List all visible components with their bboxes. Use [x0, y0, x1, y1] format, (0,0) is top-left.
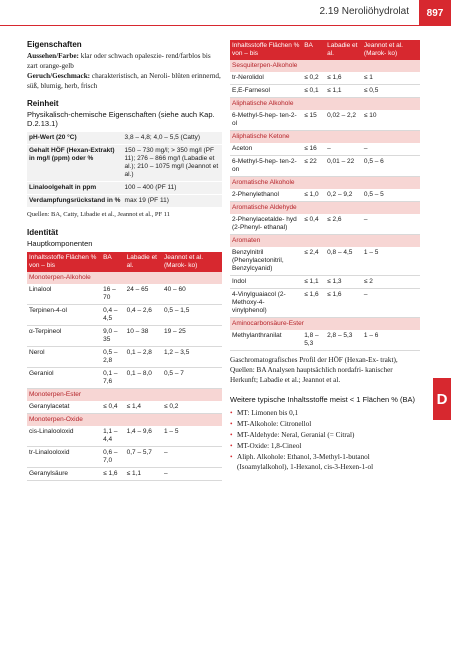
compound-name: Benzylnitril (Phenylacetonitril, Benzylcyanid) — [230, 247, 302, 276]
value-cell: ≤ 1 — [362, 72, 420, 85]
value-cell: ≤ 10 — [362, 110, 420, 131]
table-row — [230, 247, 420, 276]
geruch-paragraph — [27, 71, 222, 91]
table-row — [27, 401, 222, 414]
eigenschaften-heading: Eigenschaften — [27, 40, 82, 49]
column-header: Jeannot et al. (Marok- ko) — [162, 252, 222, 272]
category-label: Monoterpen-Ester — [27, 389, 222, 402]
value-cell: 0,8 – 4,5 — [325, 247, 362, 276]
column-header: Labadie et al. — [125, 252, 162, 272]
value-cell: ≤ 0,2 — [302, 72, 325, 85]
category-label: Aromatische Aldehyde — [230, 202, 420, 215]
table-row — [27, 368, 222, 389]
value-cell: ≤ 1,0 — [302, 189, 325, 202]
list-item: • MT-Oxide: 1,8-Cineol — [230, 441, 420, 451]
compound-name: Geraniol — [27, 368, 101, 389]
value-cell: ≤ 1,6 — [302, 289, 325, 318]
property-row — [27, 195, 222, 208]
value-cell: 1 – 5 — [362, 247, 420, 276]
property-value: 3,8 – 4,8; 4,0 – 5,5 (Catty) — [123, 132, 222, 145]
column-header: Labadie et al. — [325, 40, 362, 60]
property-row — [27, 145, 222, 182]
category-row — [230, 98, 420, 111]
category-row — [230, 235, 420, 248]
value-cell: ≤ 2 — [362, 276, 420, 289]
value-cell: ≤ 0,1 — [302, 85, 325, 98]
compound-name: 4-Vinylguaiacol (2-Methoxy-4- vinylphenol) — [230, 289, 302, 318]
components-table-continued — [230, 40, 420, 351]
value-cell: ≤ 1,6 — [325, 72, 362, 85]
header-rule — [0, 25, 419, 26]
value-cell: – — [162, 468, 222, 481]
category-row — [230, 177, 420, 190]
category-row — [230, 131, 420, 144]
compound-name: Nerol — [27, 347, 101, 368]
table-row — [230, 110, 420, 131]
column-header: BA — [101, 252, 125, 272]
value-cell: 0,2 – 9,2 — [325, 189, 362, 202]
physical-properties-sources: Quellen: BA, Catty, Libadie et al., Jeannot et al., PF 11 — [27, 211, 171, 218]
category-label: Monoterpen-Oxide — [27, 414, 222, 427]
table-row — [230, 289, 420, 318]
aussehen-text: klar oder schwach opaleszie- rend/farblos bis zart orange-gelb — [27, 52, 211, 70]
value-cell: ≤ 1,1 — [302, 276, 325, 289]
header-row — [230, 40, 420, 60]
compound-name: Linalool — [27, 284, 101, 305]
column-header: Inhaltsstoffe Flächen % von – bis — [230, 40, 302, 60]
value-cell: 2,8 – 5,3 — [325, 330, 362, 351]
list-item: • MT: Limonen bis 0,1 — [230, 408, 420, 418]
value-cell: – — [362, 289, 420, 318]
value-cell: ≤ 1,3 — [325, 276, 362, 289]
value-cell: ≤ 1,1 — [325, 85, 362, 98]
value-cell: 1,8 – 5,3 — [302, 330, 325, 351]
compound-name: α-Terpineol — [27, 326, 101, 347]
value-cell: 0,1 – 8,0 — [125, 368, 162, 389]
property-name: pH-Wert (20 °C) — [27, 132, 123, 145]
table-body — [230, 60, 420, 351]
reinheit-heading: Reinheit — [27, 99, 59, 108]
table-row — [230, 85, 420, 98]
compound-name: tr-Linalooloxid — [27, 447, 101, 468]
value-cell: 0,1 – 2,8 — [125, 347, 162, 368]
header-row — [27, 252, 222, 272]
compound-name: Geranylacetat — [27, 401, 101, 414]
value-cell: 1,2 – 3,5 — [162, 347, 222, 368]
compound-name: 6-Methyl-5-hep- ten-2-on — [230, 156, 302, 177]
table-row — [230, 214, 420, 235]
category-label: Monoterpen-Alkohole — [27, 272, 222, 284]
category-label: Aromaten — [230, 235, 420, 248]
column-header: Inhaltsstoffe Flächen % von – bis — [27, 252, 101, 272]
table-body — [27, 272, 222, 481]
table-row — [27, 326, 222, 347]
table-row — [27, 447, 222, 468]
aussehen-paragraph — [27, 51, 222, 71]
property-value: 150 – 730 mg/l; > 350 mg/l (PF 11); 276 – 866 mg/l (Labadie et al.); 210 – 1075 mg/l (Jeannot et al.) — [123, 145, 222, 182]
further-components-list — [230, 408, 420, 472]
geruch-label: Geruch/Geschmack: — [27, 72, 91, 80]
value-cell: – — [162, 447, 222, 468]
value-cell: 0,01 – 22 — [325, 156, 362, 177]
section-tab: D — [433, 378, 451, 420]
running-title: 2.19 Neroliöhydrolat — [319, 6, 409, 17]
value-cell: ≤ 2,4 — [302, 247, 325, 276]
value-cell: 24 – 65 — [125, 284, 162, 305]
property-name: Linaloolgehalt in ppm — [27, 182, 123, 195]
geruch-text: charakteristisch, an Neroli- blüten erinnernd, süß, blumig, herb, frisch — [27, 72, 221, 90]
identitaet-subheading: Hauptkomponenten — [27, 239, 93, 248]
compound-name: Methylanthranilat — [230, 330, 302, 351]
value-cell: 9,0 – 35 — [101, 326, 125, 347]
property-row — [27, 182, 222, 195]
value-cell: ≤ 15 — [302, 110, 325, 131]
compound-name: 2-Phenylacetalde- hyd (2-Phenyl- ethanal) — [230, 214, 302, 235]
category-label: Aromatische Alkohole — [230, 177, 420, 190]
value-cell: ≤ 1,6 — [101, 468, 125, 481]
further-components-heading: Weitere typische Inhaltsstoffe meist < 1 Flächen % (BA) — [230, 395, 416, 404]
table-row — [230, 72, 420, 85]
table-row — [230, 276, 420, 289]
compound-name: 6-Methyl-5-hep- ten-2-ol — [230, 110, 302, 131]
table-row — [27, 305, 222, 326]
value-cell: ≤ 1,6 — [325, 289, 362, 318]
value-cell: ≤ 0,2 — [162, 401, 222, 414]
compound-name: Aceton — [230, 143, 302, 156]
category-row — [27, 414, 222, 427]
value-cell: 0,5 – 5 — [362, 189, 420, 202]
property-value: max 19 (PF 11) — [123, 195, 222, 208]
value-cell: 0,4 – 2,6 — [125, 305, 162, 326]
aussehen-label: Aussehen/Farbe: — [27, 52, 79, 60]
identitaet-heading: Identität — [27, 228, 59, 237]
category-row — [27, 389, 222, 402]
column-header: BA — [302, 40, 325, 60]
category-row — [230, 318, 420, 331]
value-cell: 1,1 – 4,4 — [101, 426, 125, 447]
main-components-table — [27, 252, 222, 481]
value-cell: – — [325, 143, 362, 156]
value-cell: 0,1 – 7,6 — [101, 368, 125, 389]
value-cell: ≤ 2,6 — [325, 214, 362, 235]
value-cell: 0,6 – 7,0 — [101, 447, 125, 468]
compound-name: E,E-Farnesol — [230, 85, 302, 98]
compound-name: tr-Nerolidol — [230, 72, 302, 85]
value-cell: 0,4 – 4,5 — [101, 305, 125, 326]
left-column — [27, 40, 222, 481]
value-cell: 0,7 – 5,7 — [125, 447, 162, 468]
property-value: 100 – 400 (PF 11) — [123, 182, 222, 195]
table-row — [27, 347, 222, 368]
value-cell: ≤ 16 — [302, 143, 325, 156]
property-name: Gehalt HÖF (Hexan-Extrakt) in mg/l (ppm) oder % — [27, 145, 123, 182]
table-row — [230, 189, 420, 202]
gc-profile-caption: Gaschromatografisches Profil der HÖF (Hexan-Ex- trakt), Quellen: BA Analysen hauptsächlich nordafri- kanischer Herkunft; Labadie et al.; Jeannot et al. — [230, 356, 398, 384]
value-cell: 16 – 70 — [101, 284, 125, 305]
property-row — [27, 132, 222, 145]
compound-name: 2-Phenylethanol — [230, 189, 302, 202]
value-cell: 0,5 – 6 — [362, 156, 420, 177]
category-row — [230, 60, 420, 72]
list-item: • Aliph. Alkohole: Ethanol, 3-Methyl-1-butanol (Isoamylalkohol), 1-Hexanol, cis-3-Hexen-1-ol — [230, 452, 420, 472]
table-row — [230, 156, 420, 177]
value-cell: ≤ 1,1 — [125, 468, 162, 481]
category-row — [27, 272, 222, 284]
value-cell: 40 – 60 — [162, 284, 222, 305]
right-column — [230, 40, 420, 473]
page-header — [0, 0, 451, 26]
category-label: Aliphatische Ketone — [230, 131, 420, 144]
value-cell: – — [362, 143, 420, 156]
value-cell: ≤ 1,4 — [125, 401, 162, 414]
value-cell: 1,4 – 9,6 — [125, 426, 162, 447]
table-row — [27, 426, 222, 447]
compound-name: Indol — [230, 276, 302, 289]
table-row — [230, 330, 420, 351]
table-row — [27, 284, 222, 305]
value-cell: – — [362, 214, 420, 235]
table-row — [27, 468, 222, 481]
list-item: • MT-Aldehyde: Neral, Geranial (= Citral) — [230, 430, 420, 440]
category-label: Aliphatische Alkohole — [230, 98, 420, 111]
value-cell: 0,5 – 7 — [162, 368, 222, 389]
compound-name: cis-Linalooloxid — [27, 426, 101, 447]
value-cell: 1 – 5 — [162, 426, 222, 447]
value-cell: 1 – 6 — [362, 330, 420, 351]
physical-properties-table — [27, 132, 222, 208]
value-cell: ≤ 22 — [302, 156, 325, 177]
page-number: 897 — [419, 0, 451, 26]
value-cell: 0,5 – 2,8 — [101, 347, 125, 368]
list-item: • MT-Alkohole: Citronellol — [230, 419, 420, 429]
value-cell: 0,02 – 2,2 — [325, 110, 362, 131]
category-row — [230, 202, 420, 215]
compound-name: Geranylsäure — [27, 468, 101, 481]
table-head — [230, 40, 420, 60]
table-head — [27, 252, 222, 272]
value-cell: ≤ 0,4 — [101, 401, 125, 414]
compound-name: Terpinen-4-ol — [27, 305, 101, 326]
category-label: Sesquiterpen-Alkohole — [230, 60, 420, 72]
property-name: Verdampfungsrückstand in % — [27, 195, 123, 208]
reinheit-subheading: Physikalisch-chemische Eigenschaften (siehe auch Kap. D.2.13.1) — [27, 110, 215, 128]
category-label: Aminocarbonsäure-Ester — [230, 318, 420, 331]
value-cell: ≤ 0,4 — [302, 214, 325, 235]
table-row — [230, 143, 420, 156]
column-header: Jeannot et al. (Marok- ko) — [362, 40, 420, 60]
value-cell: 10 – 38 — [125, 326, 162, 347]
value-cell: 19 – 25 — [162, 326, 222, 347]
value-cell: ≤ 0,5 — [362, 85, 420, 98]
value-cell: 0,5 – 1,5 — [162, 305, 222, 326]
